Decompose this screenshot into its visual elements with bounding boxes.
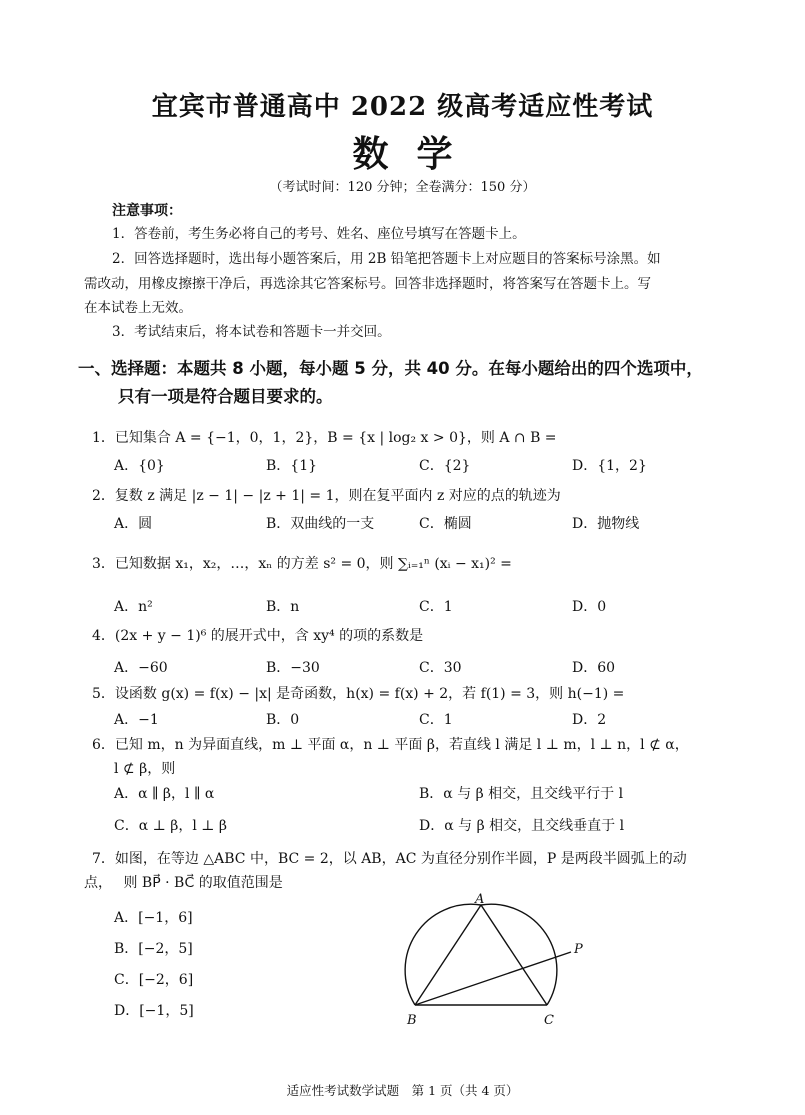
question-1-option-d: D．{1，2} <box>572 458 647 474</box>
question-4-option-b: B．−30 <box>266 660 320 676</box>
question-2-stem: 2．复数 z 满足 |z − 1| − |z + 1| = 1，则在复平面内 z 对应的点的轨迹为 <box>92 488 561 504</box>
question-4-option-c: C．30 <box>419 660 462 676</box>
point-label-b: B <box>407 1013 417 1028</box>
subject-heading: 数学 <box>352 133 481 175</box>
triangle-side-ab <box>415 905 481 1005</box>
question-5-option-c: C．1 <box>419 712 453 728</box>
question-1-option-a: A．{0} <box>114 458 165 474</box>
question-2-option-a: A．圆 <box>114 516 153 532</box>
question-7-option-b: B．[−2，5] <box>114 941 193 957</box>
question-6-option-a: A．α ∥ β，l ∥ α <box>114 786 215 802</box>
exam-meta: （考试时间：120 分钟；全卷满分：150 分） <box>269 180 536 195</box>
question-2-option-b: B．双曲线的一支 <box>266 516 375 532</box>
triangle-side-ac <box>481 905 547 1005</box>
question-7-stem-line-1: 7．如图，在等边 △ABC 中，BC = 2，以 AB，AC 为直径分别作半圆，P 是两段半圆弧上的动 <box>92 851 687 867</box>
question-1-option-b: B．{1} <box>266 458 318 474</box>
notice-line-2b: 需改动，用橡皮擦擦干净后，再选涂其它答案标号。回答非选择题时，将答案写在答题卡上。写 <box>84 276 651 292</box>
question-6-option-b: B．α 与 β 相交，且交线平行于 l <box>419 786 624 802</box>
exam-title: 宜宾市普通高中 2022 级高考适应性考试 <box>151 92 654 122</box>
section-heading-line-1: 一、选择题：本题共 8 小题，每小题 5 分，共 40 分。在每小题给出的四个选项中， <box>78 359 703 378</box>
point-label-a: A <box>475 892 485 907</box>
point-label-p: P <box>574 942 583 957</box>
question-4-option-a: A．−60 <box>114 660 168 676</box>
question-6-stem-line-2: l ⊄ β，则 <box>114 761 176 777</box>
question-4-option-d: D．60 <box>572 660 616 676</box>
notice-line-2c: 在本试卷上无效。 <box>84 300 192 316</box>
question-7-option-d: D．[−1，5] <box>114 1003 194 1019</box>
notice-line-2a: 2．回答选择题时，选出每小题答案后，用 2B 铅笔把答题卡上对应题目的答案标号涂黑。如 <box>112 251 661 267</box>
question-1-option-c: C．{2} <box>419 458 471 474</box>
question-5-option-d: D．2 <box>572 712 607 728</box>
segment-bp <box>415 952 571 1005</box>
question-2-option-c: C．椭圆 <box>419 516 472 532</box>
notice-line-1: 1．答卷前，考生务必将自己的考号、姓名、座位号填写在答题卡上。 <box>112 226 526 242</box>
question-6-stem-line-1: 6．已知 m，n 为异面直线，m ⊥ 平面 α，n ⊥ 平面 β，若直线 l 满足 l ⊥ m，l ⊥ n，l ⊄ α， <box>92 737 689 753</box>
question-3-stem: 3．已知数据 x₁，x₂，…，xₙ 的方差 s² = 0，则 ∑ᵢ₌₁ⁿ (xᵢ − x₁)² = <box>92 556 512 572</box>
question-3-option-c: C．1 <box>419 599 453 615</box>
question-7-figure <box>380 890 610 1030</box>
question-3-option-a: A．n² <box>114 599 153 615</box>
notice-heading: 注意事项： <box>112 203 182 219</box>
page-footer: 适应性考试数学试题 第 1 页（共 4 页） <box>286 1083 519 1098</box>
point-label-c: C <box>544 1013 554 1028</box>
question-3-option-b: B．n <box>266 599 300 615</box>
question-5-option-b: B．0 <box>266 712 300 728</box>
semicircle-arc-ab <box>405 904 481 1005</box>
section-heading-line-2: 只有一项是符合题目要求的。 <box>118 387 333 406</box>
question-3-option-d: D．0 <box>572 599 607 615</box>
question-5-option-a: A．−1 <box>114 712 159 728</box>
question-5-stem: 5．设函数 g(x) = f(x) − |x| 是奇函数，h(x) = f(x) + 2，若 f(1) = 3，则 h(−1) = <box>92 686 625 702</box>
notice-line-3: 3．考试结束后，将本试卷和答题卡一并交回。 <box>112 324 391 340</box>
question-4-stem: 4．(2x + y − 1)⁶ 的展开式中，含 xy⁴ 的项的系数是 <box>92 628 424 644</box>
question-1-stem: 1．已知集合 A = {−1，0，1，2}，B = {x | log₂ x > 0}，则 A ∩ B = <box>92 430 557 446</box>
semicircle-arc-ac <box>481 904 557 1005</box>
question-2-option-d: D．抛物线 <box>572 516 640 532</box>
question-6-option-d: D．α 与 β 相交，且交线垂直于 l <box>419 818 625 834</box>
question-7-option-c: C．[−2，6] <box>114 972 194 988</box>
question-7-stem-line-2: 点， 则 BP⃗ · BC⃗ 的取值范围是 <box>84 875 283 891</box>
question-7-option-a: A．[−1，6] <box>114 910 193 926</box>
question-6-option-c: C．α ⊥ β，l ⊥ β <box>114 818 227 834</box>
